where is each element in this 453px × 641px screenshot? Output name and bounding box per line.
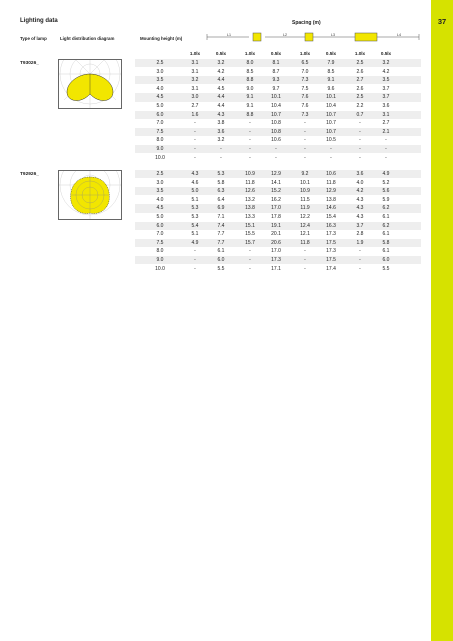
spacing-cell: 4.3 [356, 205, 364, 212]
spacing-cell: 2.1 [382, 128, 390, 135]
spacing-cell: 10.9 [245, 171, 255, 177]
mounting-height-cell: 2.5 [156, 60, 164, 66]
spacing-cell: - [249, 137, 251, 144]
spacing-cell: - [359, 120, 361, 127]
spacing-cell: 11.8 [300, 239, 310, 246]
mounting-height-cell: 7.0 [156, 120, 164, 127]
mounting-height-cell: 8.0 [156, 137, 164, 144]
spacing-cell: - [359, 257, 361, 263]
spacing-cell: 6.1 [382, 214, 390, 220]
spacing-cell: - [194, 265, 196, 272]
spacing-cell: 10.7 [271, 111, 281, 118]
mounting-height-cell: 5.0 [156, 103, 164, 109]
spacing-cell: - [249, 128, 251, 135]
polar-diagram-icon [59, 171, 121, 219]
mounting-height-cell: 8.0 [156, 248, 164, 255]
table-row [135, 111, 421, 119]
spacing-cell: 4.2 [382, 68, 390, 75]
mounting-height-cell: 6.0 [156, 222, 164, 229]
spacing-cell: 11.8 [245, 179, 255, 186]
spacing-cell: - [359, 128, 361, 135]
type-of-lamp-header: Type of lamp [20, 36, 47, 41]
spacing-cell: 5.0 [191, 188, 199, 195]
spacing-cell: - [220, 146, 222, 152]
spacing-cell: 3.1 [191, 85, 199, 92]
light-distribution-header: Light distribution diagram [60, 36, 115, 41]
spacing-cell: - [359, 146, 361, 152]
spacing-cell: - [194, 120, 196, 127]
spacing-cell: 3.7 [382, 85, 390, 92]
spacing-cell: 6.0 [217, 257, 225, 263]
spacing-cell: 3.7 [382, 94, 390, 101]
spacing-cell: 9.2 [301, 171, 309, 177]
spacing-cell: 6.2 [382, 205, 390, 212]
spacing-cell: 10.6 [326, 171, 336, 177]
spacing-cell: 5.3 [191, 205, 199, 212]
spacing-cell: 9.3 [272, 77, 280, 84]
spacing-cell: 10.8 [271, 128, 281, 135]
column-header-1: 1.0lx [189, 51, 201, 56]
accent-sidebar [431, 0, 453, 641]
mounting-height-cell: 9.0 [156, 146, 164, 152]
spacing-cell: 9.0 [246, 85, 254, 92]
mounting-height-cell: 3.0 [156, 68, 164, 75]
spacing-cell: 4.6 [191, 179, 199, 186]
spacing-cell: 3.1 [191, 68, 199, 75]
light-distribution-diagram-1 [58, 59, 122, 109]
polar-diagram-icon [59, 60, 121, 108]
spacing-cell: 16.3 [326, 222, 336, 229]
page-title: Lighting data [20, 18, 58, 24]
table-row [135, 76, 421, 84]
spacing-cell: - [385, 137, 387, 144]
table-row [135, 136, 421, 144]
spacing-cell: 2.8 [356, 231, 364, 238]
spacing-cell: 8.5 [327, 68, 335, 75]
spacing-cell: - [304, 257, 306, 263]
spacing-cell: - [385, 146, 387, 152]
spacing-cell: 15.4 [326, 214, 336, 220]
spacing-cell: 9.1 [246, 103, 254, 109]
spacing-cell: 17.3 [326, 248, 336, 255]
table-row [135, 239, 421, 247]
spacing-cell: 10.7 [326, 120, 336, 127]
spacing-cell: 4.4 [217, 94, 225, 101]
spacing-cell: 8.8 [246, 77, 254, 84]
table-row [135, 68, 421, 76]
table-row [135, 93, 421, 101]
spacing-cell: 6.9 [217, 205, 225, 212]
spacing-cell: 12.1 [300, 231, 310, 238]
table-row [135, 145, 421, 153]
table-row [135, 265, 421, 273]
spacing-cell: 10.9 [300, 188, 310, 195]
spacing-cell: - [275, 154, 277, 161]
spacing-cell: - [194, 137, 196, 144]
spacing-cell: 2.6 [356, 68, 364, 75]
light-distribution-diagram-2 [58, 170, 122, 220]
spacing-cell: 8.5 [246, 68, 254, 75]
spacing-diagram [205, 30, 421, 44]
table-row [135, 213, 421, 221]
table-row [135, 154, 421, 162]
spacing-cell: 10.7 [326, 128, 336, 135]
spacing-cell: 10.4 [326, 103, 336, 109]
spacing-cell: 10.4 [271, 103, 281, 109]
spacing-cell: - [249, 265, 251, 272]
spacing-cell: - [249, 146, 251, 152]
spacing-cell: - [330, 154, 332, 161]
spacing-cell: 7.9 [327, 60, 335, 66]
spacing-cell: 17.5 [326, 257, 336, 263]
table-row [135, 179, 421, 187]
spacing-cell: 4.4 [217, 103, 225, 109]
spacing-cell: - [385, 154, 387, 161]
spacing-cell: 2.7 [356, 77, 364, 84]
spacing-cell: 3.8 [217, 120, 225, 127]
spacing-cell: 16.2 [271, 196, 281, 203]
spacing-cell: 3.2 [191, 77, 199, 84]
spacing-cell: 4.0 [356, 179, 364, 186]
spacing-cell: 6.1 [382, 248, 390, 255]
spacing-cell: 2.2 [356, 103, 364, 109]
mounting-height-cell: 3.5 [156, 188, 164, 195]
mounting-height-cell: 10.0 [155, 265, 165, 272]
spacing-cell: 17.4 [326, 265, 336, 272]
spacing-cell: - [359, 248, 361, 255]
spacing-cell: 8.7 [272, 68, 280, 75]
spacing-cell: - [194, 257, 196, 263]
spacing-cell: 0.7 [356, 111, 364, 118]
spacing-cell: - [194, 146, 196, 152]
lamp-code-2: T92926_ [20, 172, 39, 177]
spacing-cell: 13.3 [245, 214, 255, 220]
spacing-cell: 3.2 [217, 137, 225, 144]
spacing-cell: 5.5 [217, 265, 225, 272]
spacing-cell: 5.9 [382, 196, 390, 203]
spacing-cell: 15.5 [245, 231, 255, 238]
spacing-cell: 7.0 [301, 68, 309, 75]
mounting-height-cell: 7.5 [156, 239, 164, 246]
spacing-cell: - [359, 137, 361, 144]
spacing-cell: 2.5 [356, 94, 364, 101]
spacing-cell: 7.6 [301, 103, 309, 109]
spacing-cell: 9.1 [246, 94, 254, 101]
spacing-cell: 2.7 [191, 103, 199, 109]
table-row [135, 230, 421, 238]
spacing-cell: 7.7 [217, 231, 225, 238]
spacing-cell: 10.6 [271, 137, 281, 144]
spacing-cell: 3.1 [191, 60, 199, 66]
spacing-cell: 3.1 [382, 111, 390, 118]
spacing-cell: 13.8 [326, 196, 336, 203]
table-row [135, 102, 421, 110]
spacing-cell: 14.6 [326, 205, 336, 212]
spacing-cell: 7.1 [217, 214, 225, 220]
spacing-cell: 1.6 [191, 111, 199, 118]
spacing-title: Spacing (m) [292, 20, 321, 26]
spacing-cell: 7.3 [301, 111, 309, 118]
spacing-cell: 3.0 [191, 94, 199, 101]
spacing-cell: 12.6 [245, 188, 255, 195]
spacing-cell: - [275, 146, 277, 152]
mounting-height-cell: 3.0 [156, 179, 164, 186]
table-row [135, 256, 421, 264]
mounting-height-cell: 2.5 [156, 171, 164, 177]
spacing-cell: - [249, 257, 251, 263]
spacing-cell: 6.1 [217, 248, 225, 255]
spacing-cell: 10.1 [300, 179, 310, 186]
spacing-cell: - [304, 128, 306, 135]
spacing-cell: 17.3 [326, 231, 336, 238]
mounting-height-cell: 4.0 [156, 85, 164, 92]
spacing-cell: 6.0 [382, 257, 390, 263]
spacing-cell: 9.1 [327, 77, 335, 84]
table-row [135, 204, 421, 212]
spacing-cell: 7.7 [217, 239, 225, 246]
table-row [135, 247, 421, 255]
spacing-cell: 5.1 [191, 231, 199, 238]
table-row [135, 196, 421, 204]
spacing-cell: 13.8 [245, 205, 255, 212]
spacing-cell: 20.1 [271, 231, 281, 238]
spacing-cell: 5.4 [191, 222, 199, 229]
column-header-8: 0.5lx [380, 51, 392, 56]
column-header-5: 1.0lx [299, 51, 311, 56]
spacing-cell: - [194, 154, 196, 161]
spacing-cell: 12.4 [300, 222, 310, 229]
mounting-height-cell: 4.5 [156, 205, 164, 212]
spacing-cell: - [304, 146, 306, 152]
table-row [135, 59, 421, 67]
spacing-cell: 6.1 [382, 231, 390, 238]
spacing-cell: 3.6 [382, 103, 390, 109]
spacing-cell: - [359, 154, 361, 161]
spacing-cell: 12.2 [300, 214, 310, 220]
spacing-cell: 4.9 [191, 239, 199, 246]
spacing-cell: - [194, 248, 196, 255]
column-header-3: 1.0lx [244, 51, 256, 56]
spacing-cell: 4.9 [382, 171, 390, 177]
mounting-height-cell: 3.5 [156, 77, 164, 84]
spacing-cell: - [330, 146, 332, 152]
spacing-cell: 6.2 [382, 222, 390, 229]
spacing-cell: 3.2 [217, 60, 225, 66]
spacing-cell: 5.8 [217, 179, 225, 186]
mounting-height-cell: 10.0 [155, 154, 165, 161]
spacing-cell: 8.1 [272, 60, 280, 66]
spacing-cell: 4.2 [356, 188, 364, 195]
column-header-6: 0.5lx [325, 51, 337, 56]
spacing-cell: 4.3 [191, 171, 199, 177]
spacing-cell: 7.3 [301, 77, 309, 84]
table-row [135, 85, 421, 93]
spacing-cell: 10.1 [326, 94, 336, 101]
column-header-7: 1.0lx [354, 51, 366, 56]
spacing-cell: 17.0 [271, 248, 281, 255]
spacing-cell: 5.6 [382, 188, 390, 195]
spacing-cell: 17.0 [271, 205, 281, 212]
mounting-height-cell: 6.0 [156, 111, 164, 118]
spacing-cell: 20.6 [271, 239, 281, 246]
spacing-cell: 4.3 [217, 111, 225, 118]
spacing-cell: 10.5 [326, 137, 336, 144]
spacing-cell: - [220, 154, 222, 161]
spacing-cell: 10.8 [271, 120, 281, 127]
table-row [135, 119, 421, 127]
mounting-height-header: Mounting height (m) [140, 36, 183, 41]
spacing-cell: 14.1 [271, 179, 281, 186]
spacing-cell: 4.5 [217, 85, 225, 92]
mounting-height-cell: 5.0 [156, 214, 164, 220]
table-row [135, 170, 421, 178]
column-header-4: 0.5lx [270, 51, 282, 56]
spacing-cell: 10.1 [271, 94, 281, 101]
spacing-cell: - [304, 154, 306, 161]
spacing-cell: 11.8 [326, 179, 336, 186]
spacing-cell: 2.5 [356, 60, 364, 66]
spacing-cell: 5.1 [191, 196, 199, 203]
spacing-label-l2: L2 [283, 33, 287, 37]
mounting-height-cell: 7.5 [156, 128, 164, 135]
lamp-code-1: T93026_ [20, 61, 39, 66]
spacing-cell: - [249, 248, 251, 255]
spacing-cell: 4.4 [217, 77, 225, 84]
mounting-height-cell: 7.0 [156, 231, 164, 238]
spacing-cell: 7.6 [301, 94, 309, 101]
spacing-cell: 15.7 [245, 239, 255, 246]
spacing-cell: 13.2 [245, 196, 255, 203]
table-row [135, 187, 421, 195]
spacing-cell: 3.2 [382, 60, 390, 66]
mounting-height-cell: 9.0 [156, 257, 164, 263]
spacing-cell: 5.5 [382, 265, 390, 272]
spacing-cell: 3.6 [217, 128, 225, 135]
spacing-cell: 3.7 [356, 222, 364, 229]
spacing-label-l3: L3 [331, 33, 335, 37]
spacing-cell: 8.8 [246, 111, 254, 118]
spacing-cell: 17.1 [271, 265, 281, 272]
mounting-height-cell: 4.5 [156, 94, 164, 101]
spacing-cell: 4.2 [217, 68, 225, 75]
spacing-cell: 7.4 [217, 222, 225, 229]
spacing-cell: 4.3 [356, 214, 364, 220]
spacing-cell: 5.8 [382, 239, 390, 246]
spacing-cell: 6.4 [217, 196, 225, 203]
table-row [135, 222, 421, 230]
mounting-height-cell: 4.0 [156, 196, 164, 203]
spacing-cell: - [359, 265, 361, 272]
table-row [135, 128, 421, 136]
spacing-cell: 2.6 [356, 85, 364, 92]
spacing-cell: 15.1 [245, 222, 255, 229]
spacing-cell: 8.0 [246, 60, 254, 66]
spacing-cell: 9.7 [272, 85, 280, 92]
spacing-cell: - [249, 120, 251, 127]
spacing-cell: 10.7 [326, 111, 336, 118]
spacing-cell: 11.5 [300, 196, 310, 203]
spacing-cell: 15.2 [271, 188, 281, 195]
spacing-cell: - [304, 248, 306, 255]
spacing-cell: 19.1 [271, 222, 281, 229]
spacing-cell: 9.6 [327, 85, 335, 92]
spacing-cell: - [194, 128, 196, 135]
spacing-cell: 5.3 [217, 171, 225, 177]
spacing-cell: - [304, 120, 306, 127]
spacing-label-l1: L1 [227, 33, 231, 37]
spacing-cell: - [304, 137, 306, 144]
spacing-cell: 12.9 [271, 171, 281, 177]
spacing-cell: 17.8 [271, 214, 281, 220]
spacing-cell: - [249, 154, 251, 161]
page-number: 37 [437, 17, 447, 26]
spacing-cell: 11.9 [300, 205, 310, 212]
spacing-cell: 7.5 [301, 85, 309, 92]
spacing-cell: 6.5 [301, 60, 309, 66]
spacing-cell: 5.2 [382, 179, 390, 186]
spacing-cell: 17.3 [271, 257, 281, 263]
spacing-cell: 2.7 [382, 120, 390, 127]
spacing-cell: 17.5 [326, 239, 336, 246]
spacing-cell: 12.9 [326, 188, 336, 195]
spacing-cell: 5.3 [191, 214, 199, 220]
spacing-cell: 3.6 [356, 171, 364, 177]
spacing-cell: - [304, 265, 306, 272]
spacing-cell: 4.3 [356, 196, 364, 203]
spacing-label-l4: L4 [397, 33, 401, 37]
column-header-2: 0.5lx [215, 51, 227, 56]
spacing-cell: 1.9 [356, 239, 364, 246]
spacing-cell: 3.5 [382, 77, 390, 84]
spacing-cell: 6.3 [217, 188, 225, 195]
